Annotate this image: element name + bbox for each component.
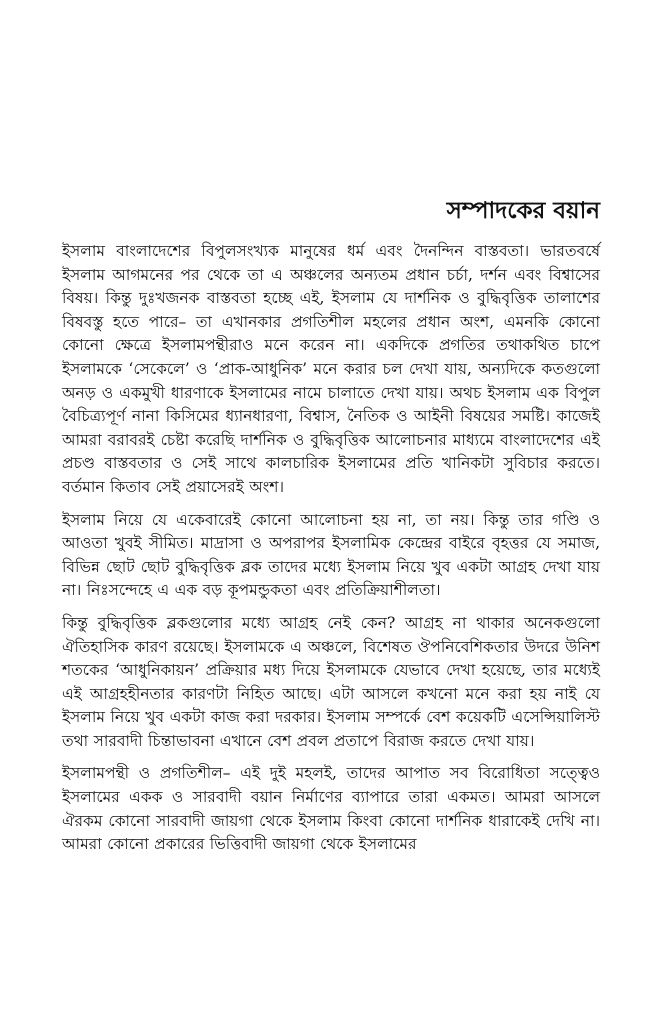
paragraph-4: ইসলামপন্থী ও প্রগতিশীল– এই দুই মহলই, তাদের আপাত সব বিরোধিতা সত্ত্বেও ইসলামের একক ও সারবাদী বয়ান নির্মাণের ব্যাপারে তারা একমত। আমরা আসলে ঐরকম কোনো সারবাদী জায়গা থেকে ইসলাম কিংবা কোনো দার্শনিক ধারাকেই দেখি না। আমরা কোনো প্রকারের ভিত্তিবাদী জায়গা থেকে ইসলামের <box>62 764 600 854</box>
body-text <box>62 240 600 866</box>
paragraph-1: ইসলাম বাংলাদেশের বিপুলসংখ্যক মানুষের ধর্ম এবং দৈনন্দিন বাস্তবতা। ভারতবর্ষে ইসলাম আগমনের পর থেকে তা এ অঞ্চলের অন্যতম প্রধান চর্চা, দর্শন এবং বিশ্বাসের বিষয়। কিন্তু দুঃখজনক বাস্তবতা হচ্ছে এই, ইসলাম যে দার্শনিক ও বুদ্ধিবৃত্তিক তালাশের বিষবস্তু হতে পারে– তা এখানকার প্রগতিশীল মহলের প্রধান অংশ, এমনকি কোনো কোনো ক্ষেত্রে ইসলামপন্থীরাও মনে করেন না। একদিকে প্রগতির তথাকথিত চাপে ইসলামকে ‘সেকেলে’ ও ‘প্রাক-আধুনিক’ মনে করার চল দেখা যায়, অন্যদিকে কতগুলো অনড় ও একমুখী ধারণাকে ইসলামের নামে চালাতে দেখা যায়। অথচ ইসলাম এক বিপুল বৈচিত্র্যপূর্ণ নানা কিসিমের ধ্যানধারণা, বিশ্বাস, নৈতিক ও আইনী বিষয়ের সমষ্টি। কাজেই আমরা বরাবরই চেষ্টা করেছি দার্শনিক ও বুদ্ধিবৃত্তিক আলোচনার মাধ্যমে বাংলাদেশের এই প্রচণ্ড বাস্তবতার ও সেই সাথে কালচারিক ইসলামের প্রতি খানিকটা সুবিচার করতে। বর্তমান কিতাব সেই প্রয়াসেরই অংশ। <box>62 242 600 496</box>
paragraph-3: কিন্তু বুদ্ধিবৃত্তিক ব্লকগুলোর মধ্যে আগ্রহ নেই কেন? আগ্রহ না থাকার অনেকগুলো ঐতিহাসিক কারণ রয়েছে। ইসলামকে এ অঞ্চলে, বিশেষত ঔপনিবেশিকতার উদরে উনিশ শতকের ‘আধুনিকায়ন’ প্রক্রিয়ার মধ্য দিয়ে ইসলামকে যেভাবে দেখা হয়েছে, তার মধ্যেই এই আগ্রহহীনতার কারণটা নিহিত আছে। এটা আসলে কখনো মনে করা হয় নাই যে ইসলাম নিয়ে খুব একটা কাজ করা দরকার। ইসলাম সম্পর্কে বেশ কয়েকটি এসেন্সিয়ালিস্ট তথা সারবাদী চিন্তাভাবনা এখানে বেশ প্রবল প্রতাপে বিরাজ করতে দেখা যায়। <box>62 613 600 750</box>
page-title: সম্পাদকের বয়ান <box>446 197 600 224</box>
paragraph-2: ইসলাম নিয়ে যে একেবারেই কোনো আলোচনা হয় না, তা নয়। কিন্তু তার গণ্ডি ও আওতা খুবই সীমিত। মাদ্রাসা ও অপরাপর ইসলামিক কেন্দ্রের বাইরে বৃহত্তর যে সমাজ, বিভিন্ন ছোট ছোট বুদ্ধিবৃত্তিক ব্লক তাদের মধ্যে ইসলাম নিয়ে খুব একটা আগ্রহ দেখা যায় না। নিঃসন্দেহে এ এক বড় কূপমন্ডুকতা এবং প্রতিক্রিয়াশীলতা। <box>62 510 600 600</box>
